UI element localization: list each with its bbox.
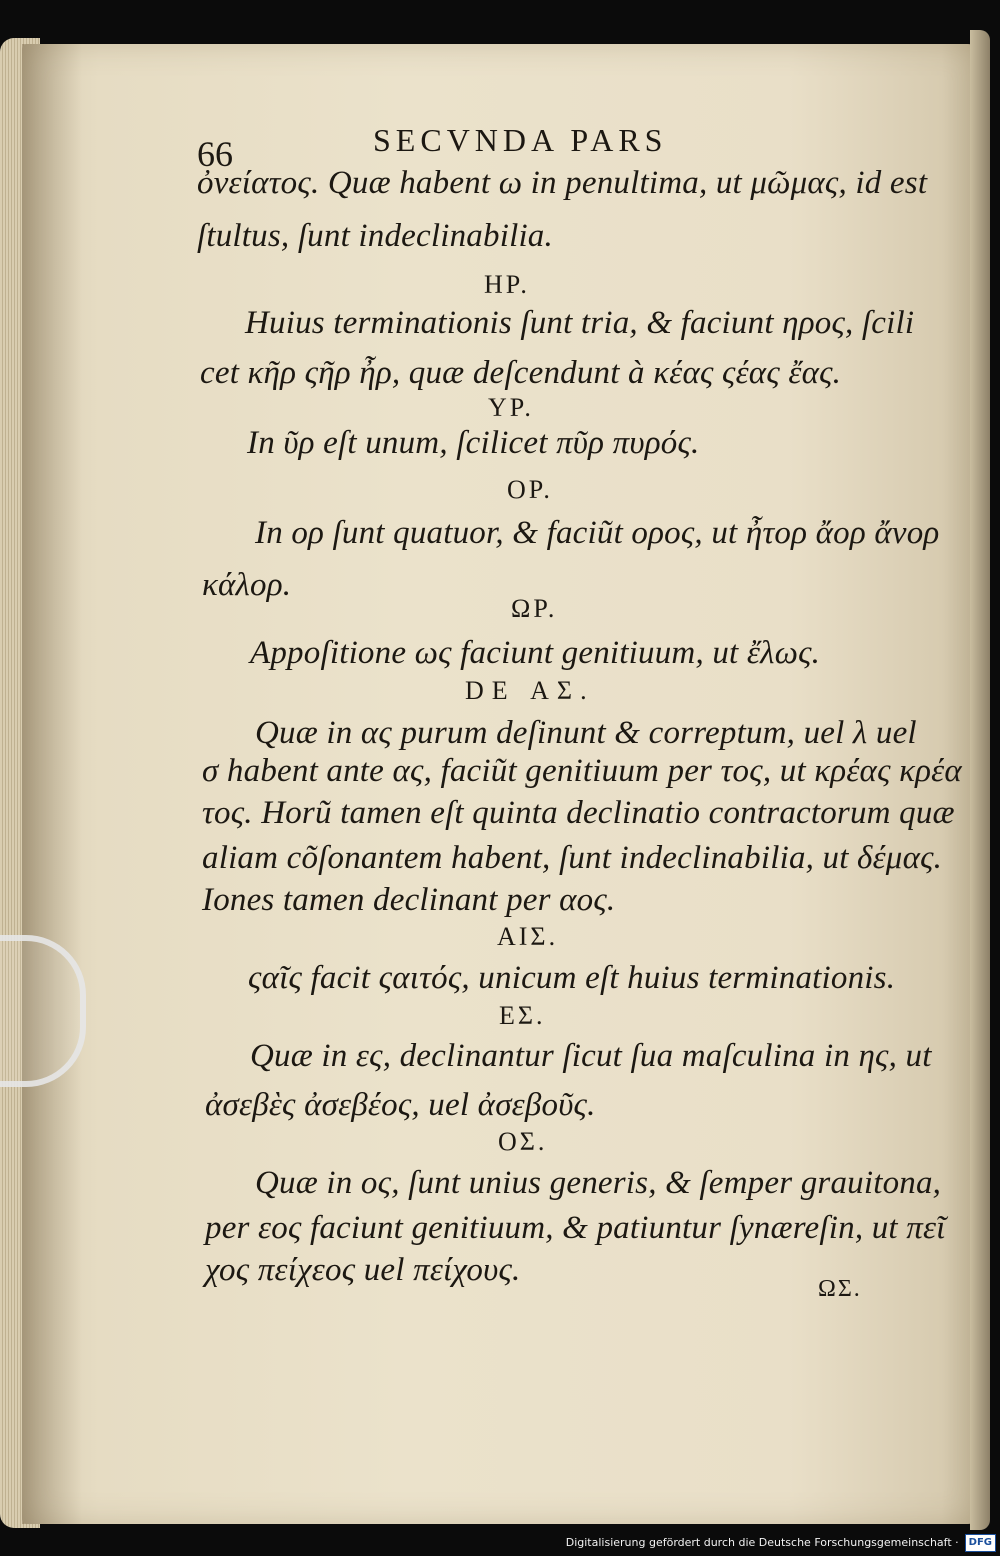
text-line: Appoſitione ως faciunt genitiuum, ut ἔλως. xyxy=(250,635,821,671)
section-heading: ΗΡ. xyxy=(484,270,530,299)
section-heading: DE ΑΣ. xyxy=(465,676,595,705)
section-heading: ΥΡ. xyxy=(488,393,534,422)
text-line: aliam cõſonantem habent, ſunt indeclinabilia, ut δέμας. xyxy=(202,840,943,876)
section-heading: ΟΡ. xyxy=(507,475,553,504)
text-line: Quæ in ος, ſunt unius generis, & ſemper grauitona, xyxy=(255,1165,942,1201)
text-line: Quæ in ες, declinantur ſicut ſua maſculina in ης, ut xyxy=(250,1038,932,1074)
text-line: Iones tamen declinant per αος. xyxy=(202,882,616,918)
text-line: χος πείχεος uel πείχους. xyxy=(205,1252,521,1288)
page-number: 66 xyxy=(197,134,233,174)
text-line: τος. Horũ tamen eſt quinta declinatio contractorum quæ xyxy=(202,795,955,831)
footer-credit: Digitalisierung gefördert durch die Deutsche Forschungsgemeinschaft · xyxy=(565,1536,959,1549)
section-heading: ΕΣ. xyxy=(499,1001,546,1030)
text-line: per εος faciunt genitiuum, & patiuntur ſynæreſin, ut πεῖ xyxy=(205,1210,946,1246)
dfg-logo: DFG xyxy=(965,1534,996,1552)
text-line: ſtultus, ſunt indeclinabilia. xyxy=(197,218,553,254)
section-heading: ΟΣ. xyxy=(498,1127,548,1156)
section-heading: ΑΙΣ. xyxy=(497,922,559,951)
text-line: In ῦρ eſt unum, ſcilicet πῦρ πυρός. xyxy=(247,425,700,461)
text-line: ςαῖς facit ςαιτός, unicum eſt huius terminationis. xyxy=(248,960,896,996)
catchword: ΩΣ. xyxy=(818,1276,862,1302)
text-line: Huius terminationis ſunt tria, & faciunt ηρος, ſcili xyxy=(245,305,915,341)
section-heading: ΩΡ. xyxy=(511,594,558,623)
text-line: σ habent ante ας, faciũt genitiuum per τος, ut κρέας κρέα xyxy=(202,753,962,789)
running-title: SECVNDA PARS xyxy=(373,122,668,158)
text-line: κάλορ. xyxy=(202,567,292,603)
footer-bar xyxy=(0,1530,1000,1556)
text-line: Quæ in ας purum deſinunt & correptum, uel λ uel xyxy=(255,715,917,751)
text-line: ἀσεβὲς ἀσεβέος, uel ἀσεβοῦς. xyxy=(205,1087,596,1123)
text-line: ὀνείατος. Quæ habent ω in penultima, ut μῶμας, id est xyxy=(197,165,928,201)
text-line: cet κῆρ ςῆρ ἦρ, quæ deſcendunt à κέας ςέας ἔας. xyxy=(200,355,842,391)
text-line: In ορ ſunt quatuor, & faciũt ορος, ut ἦτορ ἄορ ἄνορ xyxy=(255,515,940,551)
